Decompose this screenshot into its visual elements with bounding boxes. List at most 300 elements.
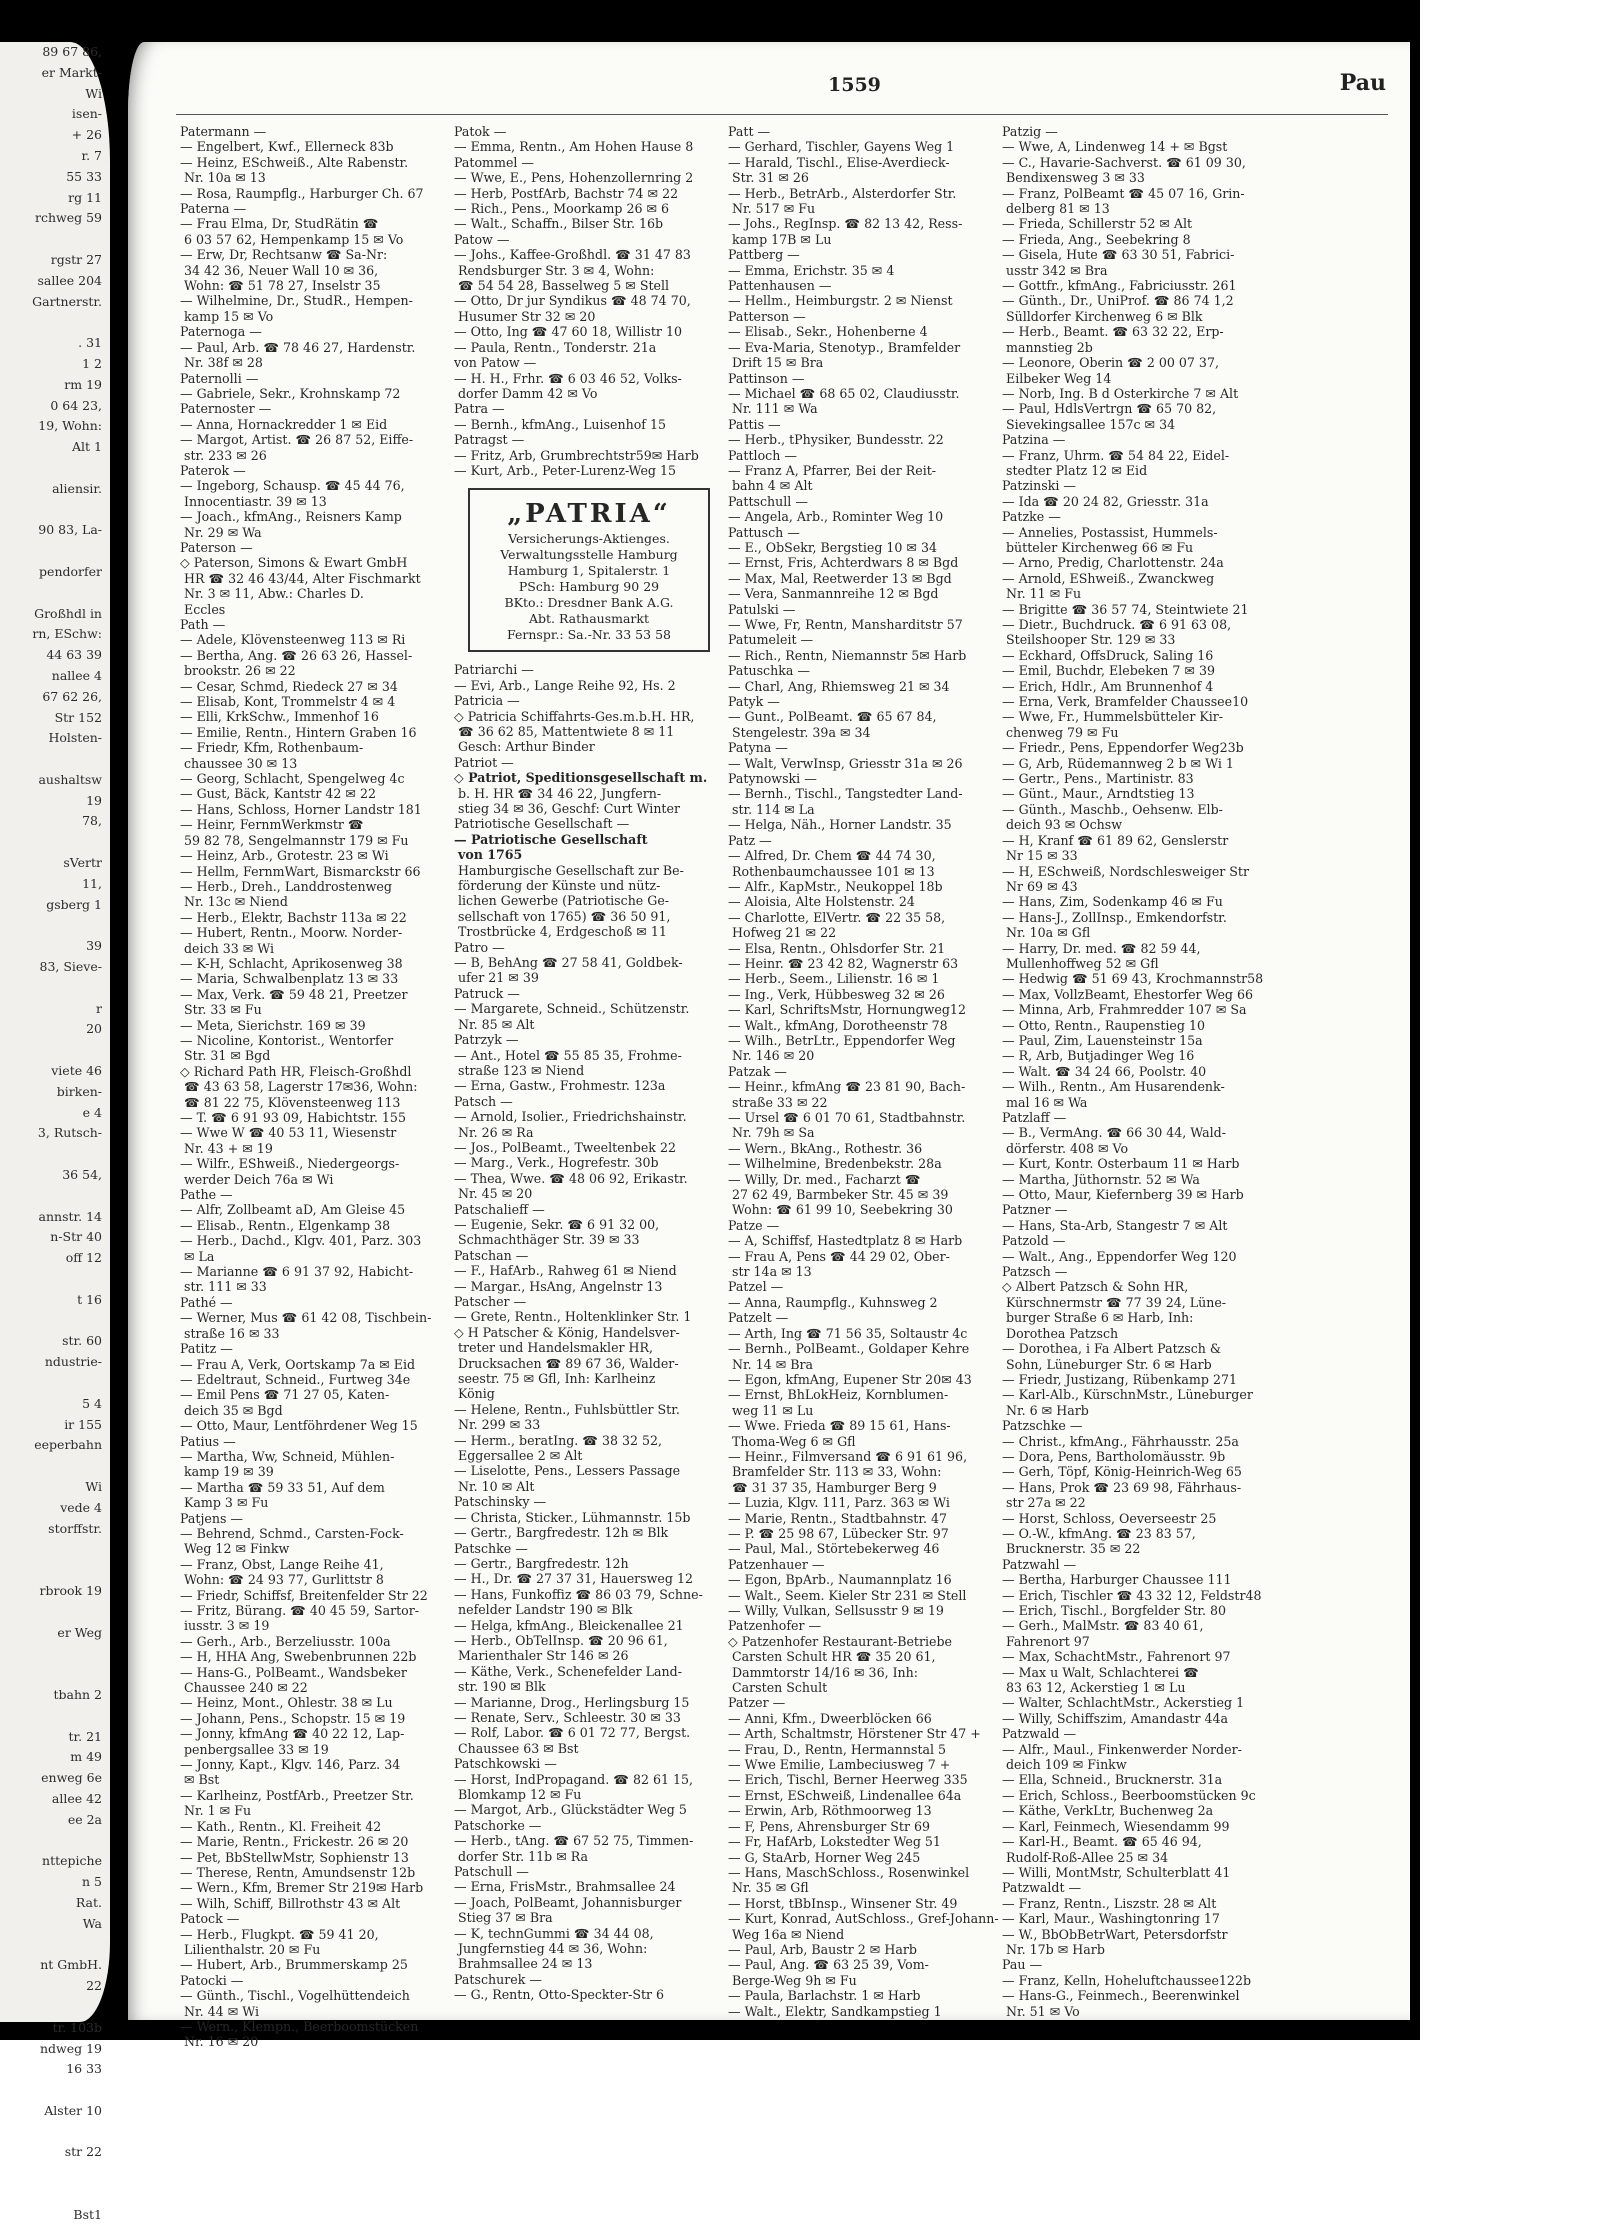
- directory-entry-line: Innocentiastr. 39 ✉ 13: [184, 493, 327, 509]
- directory-entry-line: Patumeleit —: [728, 632, 814, 648]
- fragment-line: ee 2a: [67, 1811, 102, 1827]
- directory-entry-line: Kürschnermstr ☎ 77 39 24, Lüne-: [1006, 1294, 1227, 1310]
- directory-entry-line: Patzner —: [1002, 1202, 1068, 1218]
- directory-entry-line: ☎ 31 37 35, Hamburger Berg 9: [732, 1479, 937, 1495]
- fragment-line: [0, 1269, 110, 1290]
- directory-entry-line: — Wilfr., EShweiß., Niedergeorgs-: [180, 1156, 400, 1172]
- directory-entry-line: — Fritz, Arb, Grumbrechtstr59✉ Harb: [454, 447, 699, 463]
- directory-entry-line: Schmachthäger Str. 39 ✉ 33: [458, 1232, 640, 1248]
- directory-entry-line: Patriarchi —: [454, 662, 534, 678]
- directory-entry-line: — Johs., RegInsp. ☎ 82 13 42, Ress-: [728, 216, 963, 232]
- directory-entry-line: mal 16 ✉ Wa: [1006, 1094, 1088, 1110]
- fragment-line: [0, 1643, 110, 1664]
- fragment-line: rgstr 27: [50, 251, 102, 267]
- directory-entry-line: — Erich, Hdlr., Am Brunnenhof 4: [1002, 678, 1214, 694]
- directory-entry-line: Nr. 43 + ✉ 19: [184, 1140, 273, 1156]
- directory-entry-line: str. 233 ✉ 26: [184, 447, 267, 463]
- directory-entry-line: Patzlaff —: [1002, 1110, 1067, 1125]
- directory-entry-line: Patyna —: [728, 740, 788, 756]
- facing-page-fragment: [0, 42, 110, 2222]
- directory-entry-line: Patt —: [728, 124, 771, 139]
- directory-entry-line: — Elisab, Kont, Trommelstr 4 ✉ 4: [180, 694, 396, 710]
- fragment-line: Alt 1: [72, 439, 102, 455]
- directory-entry-line: — E., ObSekr, Bergstieg 10 ✉ 34: [728, 539, 938, 555]
- directory-entry-line: — Marie, Rentn., Stadtbahnstr. 47: [728, 1510, 948, 1526]
- directory-entry-line: iusstr. 3 ✉ 19: [184, 1618, 270, 1634]
- directory-entry-line: Sülldorfer Kirchenweg 6 ✉ Blk: [1006, 308, 1203, 324]
- directory-entry-line: deich 93 ✉ Ochsw: [1006, 817, 1123, 833]
- directory-entry-line: — Franz, Obst, Lange Reihe 41,: [180, 1556, 384, 1572]
- directory-entry-line: — A, Schiffsf, Hastedtplatz 8 ✉ Harb: [728, 1233, 963, 1249]
- directory-entry-line: Paterok —: [180, 462, 246, 478]
- directory-entry-line: Stieg 37 ✉ Bra: [458, 1910, 553, 1926]
- directory-entry-line: — Horst, IndPropagand. ☎ 82 61 15,: [454, 1771, 694, 1787]
- directory-entry-line: — Elisab., Sekr., Hohenberne 4: [728, 324, 928, 340]
- fragment-line: 11,: [82, 875, 102, 891]
- directory-entry-line: Nr. 14 ✉ Bra: [732, 1356, 814, 1372]
- fragment-line: rn, ESchw:: [32, 626, 102, 642]
- directory-entry-line: ◇ Patriot, Speditionsgesellschaft m.: [454, 770, 708, 786]
- directory-entry-line: — Paul, Zim, Lauensteinstr 15a: [1002, 1032, 1203, 1048]
- directory-entry-line: — Willi, MontMstr, Schulterblatt 41: [1002, 1864, 1231, 1880]
- fragment-line: ndustrie-: [44, 1354, 102, 1370]
- directory-entry-line: Husumer Str 32 ✉ 20: [458, 308, 596, 324]
- directory-entry-line: — Anni, Kfm., Dweerblöcken 66: [728, 1710, 932, 1726]
- directory-entry-line: — Käthe, VerkLtr, Buchenweg 2a: [1002, 1803, 1214, 1819]
- directory-entry-line: — Helga, kfmAng., Bleickenallee 21: [454, 1617, 684, 1633]
- fragment-line: . 31: [78, 335, 102, 351]
- directory-entry-line: Paterna —: [180, 201, 247, 217]
- directory-entry-line: deich 35 ✉ Bgd: [184, 1402, 283, 1418]
- directory-entry-line: — Walt., Elektr, Sandkampstieg 1: [728, 2003, 942, 2019]
- directory-entry-line: — Grete, Rentn., Holtenklinker Str. 1: [454, 1309, 692, 1325]
- directory-entry-line: — Otto, Dr jur Syndikus ☎ 48 74 70,: [454, 293, 691, 309]
- directory-entry-line: — Egon, BpArb., Naumannplatz 16: [728, 1572, 952, 1588]
- fragment-line: 67 62 26,: [42, 688, 102, 704]
- directory-entry-line: Sohn, Lüneburger Str. 6 ✉ Harb: [1006, 1356, 1212, 1372]
- directory-entry-line: Pathe —: [180, 1187, 233, 1203]
- directory-entry-line: — Friedr, Schiffsf, Breitenfelder Str 22: [180, 1587, 428, 1603]
- directory-entry-line: Nr. 6 ✉ Harb: [1006, 1402, 1089, 1418]
- fragment-line: [0, 2163, 110, 2184]
- directory-entry-line: Pattinson —: [728, 370, 805, 386]
- directory-entry-line: 83 63 12, Ackerstieg 1 ✉ Lu: [1006, 1680, 1186, 1696]
- directory-entry-line: Patulski —: [728, 601, 796, 617]
- directory-entry-line: — Margot, Artist. ☎ 26 87 52, Eiffe-: [180, 432, 414, 448]
- fragment-line: [0, 1706, 110, 1727]
- directory-entry-line: — Erich, Tischl, Berner Heerweg 335: [728, 1772, 968, 1788]
- directory-entry-line: Dammtorstr 14/16 ✉ 36, Inh:: [732, 1664, 919, 1680]
- directory-entry-line: — Luzia, Klgv. 111, Parz. 363 ✉ Wi: [728, 1495, 950, 1511]
- directory-entry-line: — B., VermAng. ☎ 66 30 44, Wald-: [1002, 1125, 1226, 1141]
- directory-entry-line: deich 33 ✉ Wi: [184, 940, 275, 956]
- directory-entry-line: — G., Rentn, Otto-Speckter-Str 6: [454, 1987, 665, 2003]
- directory-entry-line: — Herb., Dreh., Landdrostenweg: [180, 878, 392, 894]
- fragment-line: [0, 583, 110, 604]
- directory-entry-line: chaussee 30 ✉ 13: [184, 755, 298, 771]
- fragment-line: str 22: [64, 2144, 102, 2160]
- directory-entry-line: — B, BehAng ☎ 27 58 41, Goldbek-: [454, 955, 683, 971]
- fragment-line: storffstr.: [48, 1520, 102, 1536]
- directory-entry-line: ☎ 54 54 28, Basselweg 5 ✉ Stell: [458, 278, 670, 294]
- directory-entry-line: — Gertr., Pens., Martinistr. 83: [1002, 771, 1194, 787]
- directory-entry-line: — Elisab., Rentn., Elgenkamp 38: [180, 1217, 391, 1233]
- directory-entry-line: — Otto, Maur, Lentföhrdener Weg 15: [180, 1418, 418, 1434]
- directory-entry-line: Nr. 146 ✉ 20: [732, 1048, 815, 1064]
- directory-entry-line: — Hans-J., ZollInsp., Emkendorfstr.: [1002, 909, 1227, 925]
- fragment-line: 44 63 39: [46, 647, 102, 663]
- fragment-line: [0, 1539, 110, 1560]
- directory-entry-line: — H, Kranf ☎ 61 89 62, Genslerstr: [1002, 832, 1229, 848]
- fragment-line: tr. 103b: [52, 2019, 102, 2035]
- directory-entry-line: 6 03 57 62, Hempenkamp 15 ✉ Vo: [184, 231, 404, 247]
- directory-entry-line: — Alfr., Maul., Finkenwerder Norder-: [1002, 1741, 1242, 1757]
- directory-entry-line: Dorothea Patzsch: [1006, 1325, 1119, 1341]
- directory-entry-line: Rothenbaumchaussee 101 ✉ 13: [732, 863, 935, 879]
- directory-entry-line: Paternolli —: [180, 370, 259, 386]
- directory-entry-line: kamp 15 ✉ Vo: [184, 308, 274, 324]
- fragment-line: enweg 6e: [41, 1770, 102, 1786]
- patria-ad-title: „PATRIA“: [507, 499, 671, 530]
- directory-entry-line: — Eugenie, Sekr. ☎ 6 91 32 00,: [454, 1216, 660, 1232]
- directory-entry-line: — Gerh., MalMstr. ☎ 83 40 61,: [1002, 1618, 1204, 1634]
- directory-entry-line: — T. ☎ 6 91 93 09, Habichtstr. 155: [180, 1110, 406, 1125]
- page-number: 1559: [828, 74, 881, 96]
- directory-entry-line: Nr. 35 ✉ Gfl: [732, 1880, 809, 1896]
- directory-entry-line: — Walter, SchlachtMstr., Ackerstieg 1: [1002, 1695, 1245, 1711]
- fragment-line: rg 11: [68, 189, 102, 205]
- directory-entry-line: — Hans-G., PolBeamt., Wandsbeker: [180, 1664, 407, 1680]
- fragment-line: [0, 749, 110, 770]
- directory-entry-line: ◇ H Patscher & König, Handelsver-: [454, 1324, 680, 1340]
- fragment-line: er Markt-: [41, 64, 102, 80]
- patria-ad-line: Fernspr.: Sa.-Nr. 33 53 58: [507, 627, 671, 643]
- directory-entry-line: Eccles: [184, 601, 226, 617]
- directory-entry-line: — Norb, Ing. B d Osterkirche 7 ✉ Alt: [1002, 385, 1239, 401]
- directory-entry-line: — Bernh., PolBeamt., Goldaper Kehre: [728, 1341, 970, 1357]
- directory-entry-line: Patermann —: [180, 124, 267, 139]
- directory-entry-line: — W., BbObBetrWart, Petersdorfstr: [1002, 1926, 1228, 1942]
- directory-entry-line: — F, Pens, Ahrensburger Str 69: [728, 1818, 931, 1834]
- fragment-line: Wi: [85, 85, 102, 101]
- directory-entry-line: — Franz, Uhrm. ☎ 54 84 22, Eidel-: [1002, 447, 1230, 463]
- directory-entry-line: — P. ☎ 25 98 67, Lübecker Str. 97: [728, 1525, 949, 1541]
- directory-entry-line: — Hans, Schloss, Horner Landstr 181: [180, 801, 422, 817]
- fragment-line: [0, 1831, 110, 1852]
- directory-entry-line: Patuschka —: [728, 663, 810, 679]
- directory-entry-line: ◇ Paterson, Simons & Ewart GmbH: [180, 555, 408, 571]
- directory-entry-line: — Emil, Buchdr, Elebeken 7 ✉ 39: [1002, 663, 1216, 679]
- directory-entry-line: — Friedr, Justizang, Rübenkamp 271: [1002, 1371, 1237, 1387]
- directory-entry-line: — Edeltraut, Schneid., Furtweg 34e: [180, 1371, 411, 1387]
- fragment-line: [0, 1602, 110, 1623]
- directory-entry-line: Nr. 3 ✉ 11, Abw.: Charles D.: [184, 586, 364, 602]
- directory-entry-line: — Paul, HdlsVertrgn ☎ 65 70 82,: [1002, 401, 1217, 417]
- patria-ad-line: Versicherungs-Aktienges.: [508, 531, 670, 547]
- directory-entry-line: Str. 31 ✉ 26: [732, 170, 809, 186]
- fragment-line: Wi: [85, 1478, 102, 1494]
- directory-entry-line: Pattloch —: [728, 447, 797, 463]
- fragment-line: ir 155: [64, 1416, 102, 1432]
- directory-entry-line: — Liselotte, Pens., Lessers Passage: [454, 1463, 681, 1479]
- directory-entry-line: — Wwe. Frieda ☎ 89 15 61, Hans-: [728, 1418, 951, 1434]
- directory-entry-line: Rudolf-Roß-Allee 25 ✉ 34: [1006, 1849, 1169, 1865]
- column-3: [728, 124, 999, 2019]
- directory-entry-line: — Kurt, Arb., Peter-Lurenz-Weg 15: [454, 462, 676, 478]
- directory-entry-line: — Johann, Pens., Schopstr. 15 ✉ 19: [180, 1710, 406, 1726]
- fragment-line: Holsten-: [48, 730, 102, 746]
- directory-entry-line: Drift 15 ✉ Bra: [732, 355, 824, 371]
- directory-entry-line: — Karl-Alb., KürschnMstr., Lüneburger: [1002, 1387, 1253, 1403]
- directory-entry-line: — Bernh., kfmAng., Luisenhof 15: [454, 416, 666, 432]
- fragment-line: [0, 978, 110, 999]
- directory-entry-line: ☎ 43 63 58, Lagerstr 17✉36, Wohn:: [184, 1079, 418, 1095]
- directory-entry-line: Drucksachen ☎ 89 67 36, Walder-: [458, 1355, 679, 1371]
- directory-entry-line: kamp 17B ✉ Lu: [732, 231, 832, 247]
- directory-entry-line: Sievekingsallee 157c ✉ 34: [1006, 416, 1176, 432]
- directory-entry-line: straße 123 ✉ Niend: [458, 1062, 585, 1078]
- directory-entry-line: Hofweg 21 ✉ 22: [732, 925, 837, 941]
- patria-ad-line: BKto.: Dresdner Bank A.G.: [504, 595, 674, 611]
- directory-entry-line: — Wern., Klempn., Beerboomstücken: [180, 2018, 419, 2034]
- directory-entry-line: Nr. 17b ✉ Harb: [1006, 1941, 1105, 1957]
- directory-entry-line: — Adele, Klövensteenweg 113 ✉ Ri: [180, 632, 406, 648]
- directory-entry-line: — Franz A, Pfarrer, Bei der Reit-: [728, 462, 937, 478]
- directory-entry-line: — Christ., kfmAng., Fährhausstr. 25a: [1002, 1433, 1239, 1449]
- fragment-line: [0, 229, 110, 250]
- directory-entry-line: — Thea, Wwe. ☎ 48 06 92, Erikastr.: [454, 1170, 688, 1186]
- directory-entry-line: — Heinz, Mont., Ohlestr. 38 ✉ Lu: [180, 1695, 393, 1711]
- directory-entry-line: Nr. 45 ✉ 20: [458, 1186, 533, 1202]
- patria-ad-line: Verwaltungsstelle Hamburg: [500, 547, 678, 563]
- directory-entry-line: Patze —: [728, 1217, 780, 1233]
- directory-entry-line: Marienthaler Str 146 ✉ 26: [458, 1648, 629, 1664]
- directory-entry-line: Patzelt —: [728, 1310, 789, 1326]
- directory-entry-line: — Hans, MaschSchloss., Rosenwinkel: [728, 1864, 970, 1880]
- directory-entry-line: — Harry, Dr. med. ☎ 82 59 44,: [1002, 940, 1201, 956]
- directory-entry-line: Patsch —: [454, 1093, 513, 1109]
- directory-entry-line: — Egon, kfmAng, Eupener Str 20✉ 43: [728, 1371, 972, 1387]
- directory-entry-line: — Friedr, Kfm, Rothenbaum-: [180, 740, 364, 756]
- directory-entry-line: — Willy, Schiffszim, Amandastr 44a: [1002, 1710, 1228, 1726]
- directory-entry-line: Patz —: [728, 832, 772, 848]
- directory-entry-line: — Georg, Schlacht, Spengelweg 4c: [180, 771, 405, 787]
- directory-entry-line: Patius —: [180, 1433, 236, 1449]
- directory-entry-line: — Rich., Rentn, Niemannstr 5✉ Harb: [728, 647, 967, 663]
- directory-entry-line: Pau —: [1002, 1957, 1043, 1973]
- directory-entry-line: — Franz, PolBeamt ☎ 45 07 16, Grin-: [1002, 185, 1245, 201]
- directory-entry-line: Nr. 13c ✉ Niend: [184, 894, 288, 910]
- directory-entry-line: — Wern., BkAng., Rothestr. 36: [728, 1140, 923, 1156]
- directory-entry-line: deich 109 ✉ Finkw: [1006, 1757, 1127, 1773]
- directory-entry-line: — Max, Verk. ☎ 59 48 21, Preetzer: [180, 986, 408, 1002]
- fragment-line: tbahn 2: [53, 1686, 102, 1702]
- directory-entry-line: — Günth., Maschb., Oehsenw. Elb-: [1002, 801, 1223, 817]
- fragment-line: nallee 4: [51, 667, 102, 683]
- directory-entry-line: stieg 34 ✉ 36, Geschf: Curt Winter: [458, 801, 680, 816]
- column-4: [1002, 124, 1264, 2019]
- directory-entry-line: — Heinz, ESchweiß., Alte Rabenstr.: [180, 154, 409, 170]
- directory-entry-line: Patzer —: [728, 1695, 786, 1711]
- directory-entry-line: — Karlheinz, PostfArb., Preetzer Str.: [180, 1787, 414, 1803]
- directory-entry-line: 59 82 78, Sengelmannstr 179 ✉ Fu: [184, 832, 409, 848]
- directory-entry-line: Brucknerstr. 35 ✉ 22: [1006, 1541, 1141, 1557]
- directory-entry-line: Chaussee 63 ✉ Bst: [458, 1740, 579, 1756]
- fragment-line: Str 152: [54, 709, 102, 725]
- directory-entry-line: seestr. 75 ✉ Gfl, Inh: Karlheinz: [458, 1371, 656, 1387]
- directory-entry-line: — Wilh., Rentn., Am Husarendenk-: [1002, 1079, 1225, 1095]
- directory-entry-line: Paternoster —: [180, 401, 272, 417]
- directory-entry-line: Bendixensweg 3 ✉ 33: [1006, 170, 1145, 186]
- directory-entry-line: — Herb., tAng. ☎ 67 52 75, Timmen-: [454, 1833, 694, 1849]
- directory-entry-line: burger Straße 6 ✉ Harb, Inh:: [1006, 1310, 1194, 1326]
- directory-entry-line: — Heinr, FernmWerkmstr ☎: [180, 817, 364, 833]
- fragment-line: pendorfer: [39, 563, 102, 579]
- directory-entry-line: — Walt., Schaffn., Bilser Str. 16b: [454, 216, 664, 232]
- directory-entry-line: — Erich, Tischl., Borgfelder Str. 80: [1002, 1603, 1227, 1618]
- directory-entry-line: Patschorke —: [454, 1817, 542, 1833]
- directory-entry-line: — Hans, Sta-Arb, Stangestr 7 ✉ Alt: [1002, 1217, 1228, 1233]
- directory-entry-line: chenweg 79 ✉ Fu: [1006, 724, 1119, 740]
- directory-entry-line: Patschan —: [454, 1247, 529, 1263]
- directory-entry-line: — Brigitte ☎ 36 57 74, Steintwiete 21: [1002, 601, 1249, 617]
- directory-entry-line: Patscher —: [454, 1294, 527, 1309]
- fragment-line: off 12: [65, 1250, 102, 1266]
- directory-entry-line: Patzke —: [1002, 509, 1061, 525]
- directory-entry-line: — Gerh., Arb., Berzeliusstr. 100a: [180, 1633, 391, 1649]
- directory-entry-line: — Erw, Dr, Rechtsanw ☎ Sa-Nr:: [180, 247, 388, 263]
- fragment-line: [0, 1040, 110, 1061]
- directory-entry-line: HR ☎ 32 46 43/44, Alter Fischmarkt: [184, 570, 421, 586]
- directory-entry-line: — Gottfr., kfmAng., Fabriciusstr. 261: [1002, 278, 1237, 294]
- fragment-line: 83, Sieve-: [39, 959, 102, 975]
- directory-entry-line: Wohn: ☎ 24 93 77, Gurlittstr 8: [184, 1572, 384, 1588]
- directory-entry-line: — Helga, Näh., Horner Landstr. 35: [728, 817, 952, 833]
- directory-entry-line: ☎ 81 22 75, Klövensteenweg 113: [184, 1094, 401, 1110]
- directory-entry-line: Hamburgische Gesellschaft zur Be-: [458, 862, 684, 878]
- directory-page: [128, 42, 1410, 2050]
- directory-entry-line: — Franz, Rentn., Liszstr. 28 ✉ Alt: [1002, 1895, 1217, 1911]
- fragment-line: r. 7: [81, 147, 102, 163]
- directory-entry-line: Patzina —: [1002, 432, 1066, 448]
- directory-entry-line: — Emil Pens ☎ 71 27 05, Katen-: [180, 1387, 390, 1403]
- fragment-line: isen-: [71, 106, 102, 122]
- directory-entry-line: str 14a ✉ 13: [732, 1264, 812, 1280]
- directory-entry-line: Nr. 11 ✉ Fu: [1006, 586, 1082, 602]
- directory-entry-line: Patzsch —: [1002, 1264, 1068, 1280]
- directory-entry-line: — Herb., Flugkpt. ☎ 59 41 20,: [180, 1926, 379, 1942]
- column-2: [454, 124, 716, 2003]
- directory-entry-line: ufer 21 ✉ 39: [458, 970, 539, 986]
- directory-entry-line: — Ursel ☎ 6 01 70 61, Stadtbahnstr.: [728, 1110, 966, 1125]
- directory-entry-line: penbergsallee 33 ✉ 19: [184, 1741, 329, 1757]
- directory-entry-line: — Anna, Raumpflg., Kuhnsweg 2: [728, 1294, 938, 1310]
- directory-entry-line: — Hans, Prok ☎ 23 69 98, Fährhaus-: [1002, 1479, 1242, 1495]
- directory-entry-line: — Gisela, Hute ☎ 63 30 51, Fabrici-: [1002, 247, 1235, 263]
- directory-entry-line: — Frieda, Ang., Seebekring 8: [1002, 231, 1191, 247]
- directory-entry-line: — Ant., Hotel ☎ 55 85 35, Frohme-: [454, 1047, 682, 1063]
- directory-entry-line: Nr. 517 ✉ Fu: [732, 201, 816, 217]
- directory-entry-line: Thoma-Weg 6 ✉ Gfl: [732, 1433, 856, 1449]
- directory-entry-line: — Martha, Ww, Schneid, Mühlen-: [180, 1448, 395, 1464]
- fragment-line: allee 42: [51, 1790, 102, 1806]
- directory-entry-line: — C., Havarie-Sachverst. ☎ 61 09 30,: [1002, 154, 1246, 170]
- fragment-line: 36 54,: [62, 1167, 102, 1183]
- directory-entry-line: Pattenhausen —: [728, 278, 832, 294]
- directory-entry-line: — Johs., Kaffee-Großhdl. ☎ 31 47 83: [454, 247, 691, 263]
- directory-entry-line: — Gabriele, Sekr., Krohnskamp 72: [180, 385, 401, 401]
- directory-entry-line: Nr. 10 ✉ Alt: [458, 1478, 535, 1494]
- directory-entry-line: — Franz, Kelln, Hoheluftchaussee122b: [1002, 1972, 1252, 1988]
- directory-entry-line: ◇ Albert Patzsch & Sohn HR,: [1002, 1279, 1189, 1295]
- directory-entry-line: Patzwaldt —: [1002, 1880, 1082, 1896]
- directory-entry-line: — Dietr., Buchdruck. ☎ 6 91 63 08,: [1002, 617, 1232, 632]
- directory-entry-line: — Minna, Arb, Frahmredder 107 ✉ Sa: [1002, 1002, 1247, 1018]
- directory-entry-line: Pattis —: [728, 416, 781, 432]
- directory-entry-line: Nr. 85 ✉ Alt: [458, 1016, 535, 1032]
- directory-entry-line: Patruck —: [454, 985, 520, 1001]
- directory-entry-line: Nr. 10a ✉ Gfl: [1006, 925, 1091, 941]
- fragment-line: rbrook 19: [39, 1582, 102, 1598]
- directory-entry-line: — Rolf, Labor. ☎ 6 01 72 77, Bergst.: [454, 1725, 691, 1741]
- directory-entry-line: — Jonny, kfmAng ☎ 40 22 12, Lap-: [180, 1726, 405, 1742]
- patria-ad-line: Hamburg 1, Spitalerstr. 1: [507, 563, 671, 579]
- fragment-line: aushaltsw: [38, 771, 102, 787]
- directory-entry-line: Wohn: ☎ 61 99 10, Seebekring 30: [732, 1202, 953, 1218]
- directory-entry-line: Paternoga —: [180, 324, 262, 340]
- fragment-line: m 49: [70, 1749, 102, 1765]
- directory-entry-line: — Kurt, Kontr. Osterbaum 11 ✉ Harb: [1002, 1156, 1240, 1172]
- fragment-line: tr. 21: [68, 1728, 102, 1744]
- directory-entry-line: Gesch: Arthur Binder: [458, 739, 595, 755]
- directory-entry-line: ◇ Patzenhofer Restaurant-Betriebe: [728, 1633, 953, 1649]
- directory-entry-line: — Willy, Vulkan, Sellsusstr 9 ✉ 19: [728, 1603, 944, 1618]
- directory-entry-line: Patterson —: [728, 308, 806, 324]
- directory-entry-line: Patschurek —: [454, 1971, 542, 1987]
- fragment-line: [0, 541, 110, 562]
- directory-entry-line: — Engelbert, Kwf., Ellerneck 83b: [180, 139, 394, 155]
- fragment-line: viete 46: [51, 1063, 102, 1079]
- directory-entry-line: — Wwe, Fr., Hummelsbütteler Kir-: [1002, 709, 1224, 725]
- directory-entry-line: — Gerhard, Tischler, Gayens Weg 1: [728, 139, 955, 155]
- directory-entry-line: — Ella, Schneid., Brucknerstr. 31a: [1002, 1772, 1223, 1788]
- directory-entry-line: — Frau, D., Rentn, Hermannstal 5: [728, 1741, 947, 1757]
- fragment-line: 39: [86, 938, 102, 954]
- directory-entry-line: — Otto, Ing ☎ 47 60 18, Willistr 10: [454, 324, 682, 340]
- directory-entry-line: — Emma, Erichstr. 35 ✉ 4: [728, 262, 895, 278]
- directory-entry-line: — Michael ☎ 68 65 02, Claudiusstr.: [728, 385, 960, 401]
- directory-entry-line: — Fritz, Bürang. ☎ 40 45 59, Sartor-: [180, 1603, 420, 1618]
- directory-entry-line: König: [458, 1386, 495, 1402]
- directory-entry-line: Patzschke —: [1002, 1418, 1083, 1434]
- directory-entry-line: str. 111 ✉ 33: [184, 1279, 267, 1295]
- directory-entry-line: — Wwe W ☎ 40 53 11, Wiesenstr: [180, 1125, 397, 1141]
- directory-entry-line: — Herb., Elektr, Bachstr 113a ✉ 22: [180, 909, 407, 925]
- directory-entry-line: — Cesar, Schmd, Riedeck 27 ✉ 34: [180, 678, 398, 694]
- directory-entry-line: — Arth, Schaltmstr, Hörstener Str 47 +: [728, 1726, 981, 1742]
- directory-entry-line: — Martha ☎ 59 33 51, Auf dem: [180, 1479, 385, 1495]
- directory-entry-line: Patricia —: [454, 693, 520, 709]
- fragment-line: annstr. 14: [38, 1208, 102, 1224]
- fragment-line: t 16: [77, 1291, 102, 1307]
- directory-entry-line: Pathé —: [180, 1294, 233, 1310]
- directory-entry-line: Patzwald —: [1002, 1726, 1077, 1742]
- directory-entry-line: Berge-Weg 9h ✉ Fu: [732, 1972, 857, 1988]
- directory-entry-line: Path —: [180, 617, 226, 632]
- fragment-line: [0, 1186, 110, 1207]
- directory-entry-line: Jungfernstieg 44 ✉ 36, Wohn:: [458, 1941, 648, 1957]
- directory-entry-line: Patommel —: [454, 154, 535, 170]
